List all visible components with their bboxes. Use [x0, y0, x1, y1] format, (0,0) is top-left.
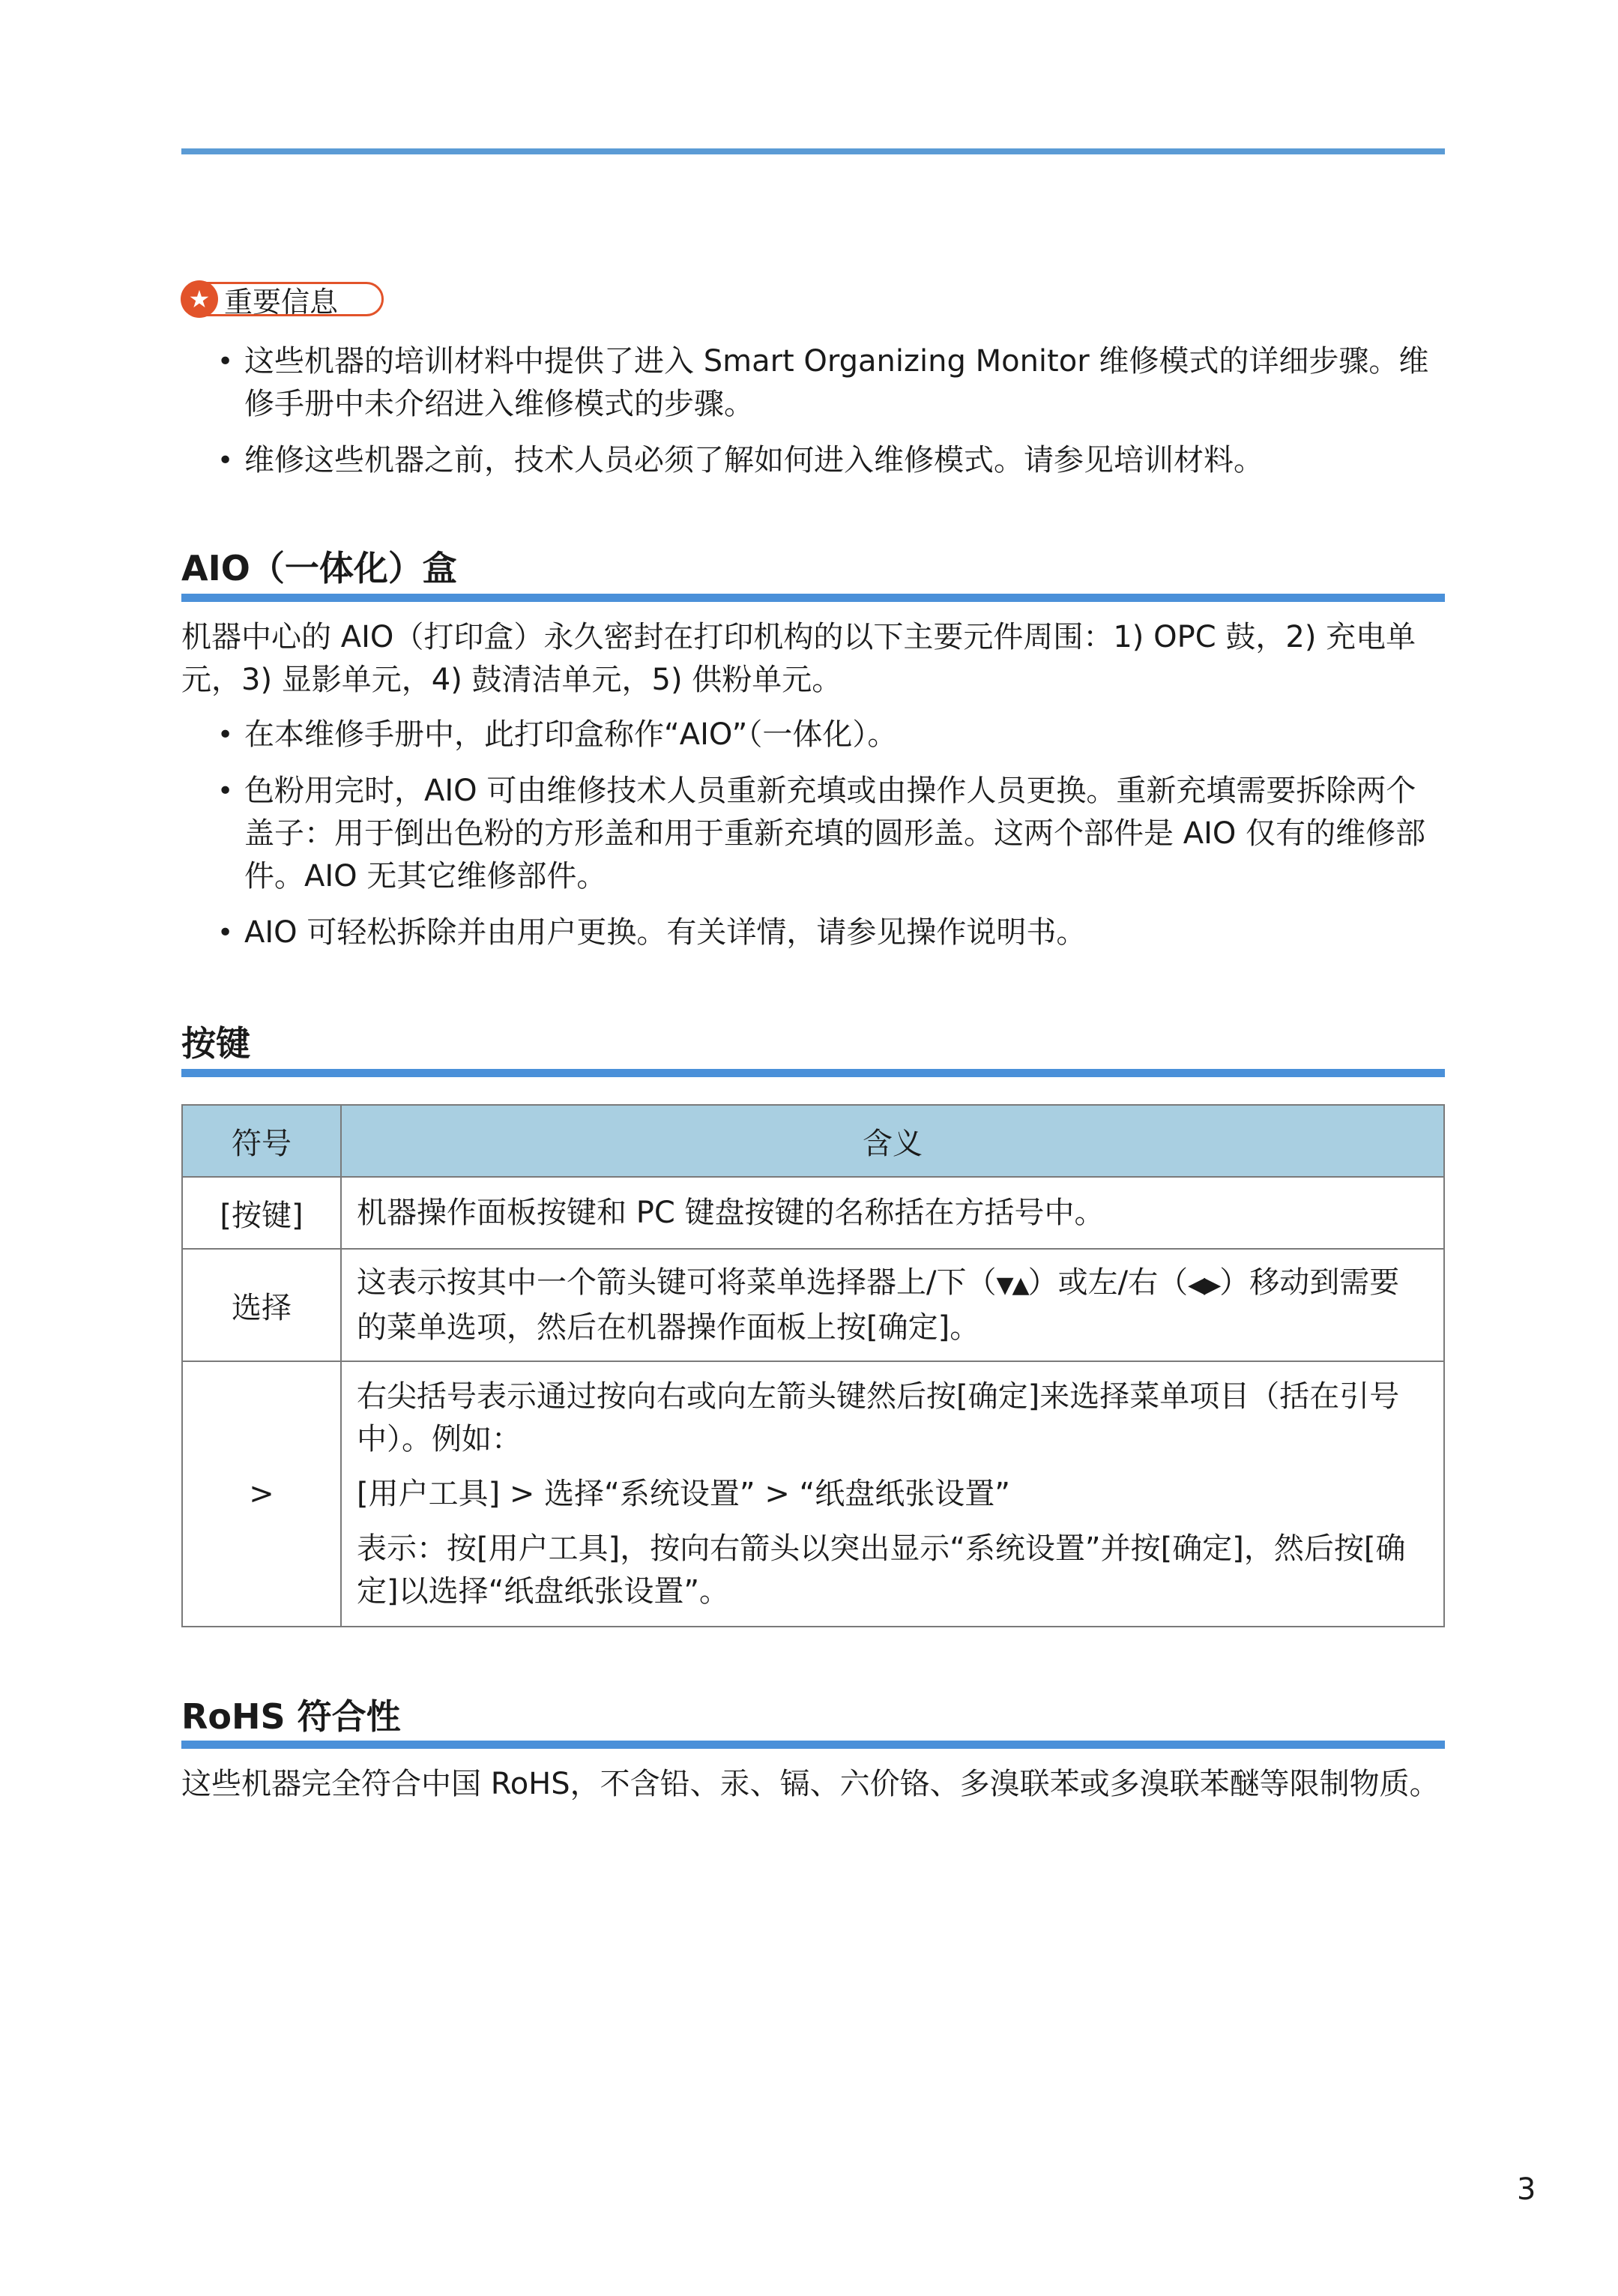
bullet-icon: • — [217, 445, 234, 476]
meaning-cell — [341, 1249, 1444, 1361]
section-title-keys: 按键 — [181, 1023, 250, 1064]
up-down-arrows-icon: ▼▲ — [996, 1271, 1028, 1298]
meaning-text: 机器操作面板按键和 PC 键盘按键的名称括在方括号中。 — [357, 1195, 1105, 1230]
section-rule — [181, 1741, 1445, 1749]
meaning-cell — [341, 1177, 1444, 1249]
list-item — [181, 340, 1445, 426]
bullet-icon: • — [217, 720, 234, 750]
important-label: 重要信息 — [224, 285, 339, 319]
meaning-text: [用户工具] > 选择“系统设置” > “纸盘纸张设置” — [357, 1476, 1010, 1511]
important-item-text: 维修这些机器之前，技术人员必须了解如何进入维修模式。请参见培训材料。 — [244, 443, 1264, 477]
aio-item-text: 色粉用完时，AIO 可由维修技术人员重新充填或由操作人员更换。重新充填需要拆除两个盖子：用于倒出色粉的方形盖和用于重新充填的圆形盖。这两个部件是 AIO 仅有的维修部件。AIO 无其它维修部件。 — [244, 774, 1426, 894]
meaning-text: 右尖括号表示通过按向右或向左箭头键然后按[确定]来选择菜单项目（括在引号中）。例如： — [357, 1378, 1400, 1456]
left-right-arrows-icon: ◀▶ — [1188, 1271, 1220, 1298]
list-item — [181, 714, 1445, 756]
symbol-cell: 选择 — [182, 1249, 341, 1361]
section-title-aio: AIO（一体化）盒 — [181, 548, 457, 588]
aio-intro: 机器中心的 AIO（打印盒）永久密封在打印机构的以下主要元件周围：1) OPC 鼓，2) 充电单元，3) 显影单元，4) 鼓清洁单元，5) 供粉单元。 — [181, 620, 1416, 697]
important-badge — [181, 282, 384, 319]
meaning-cell — [341, 1361, 1444, 1627]
meaning-text-part: 这表示按其中一个箭头键可将菜单选择器上/下（ — [357, 1265, 997, 1300]
list-item — [181, 770, 1445, 898]
important-item-text: 这些机器的培训材料中提供了进入 Smart Organizing Monitor 维修模式的详细步骤。维修手册中未介绍进入维修模式的步骤。 — [244, 344, 1429, 421]
meaning-text-part: ）或左/右（ — [1027, 1265, 1189, 1300]
symbol-cell: [按键] — [182, 1177, 341, 1249]
aio-list — [181, 714, 1445, 968]
table-row — [182, 1361, 1444, 1627]
rohs-text: 这些机器完全符合中国 RoHS，不含铅、汞、镉、六价铬、多溴联苯或多溴联苯醚等限制物质。 — [181, 1767, 1440, 1801]
page-number: 3 — [1517, 2172, 1536, 2207]
table-row — [182, 1249, 1444, 1361]
bullet-icon: • — [217, 776, 234, 807]
symbol-cell: > — [182, 1361, 341, 1627]
section-rule — [181, 594, 1445, 602]
table-row — [182, 1177, 1444, 1249]
section-title-rohs: RoHS 符合性 — [181, 1696, 401, 1737]
bullet-icon: • — [217, 346, 234, 377]
important-list — [181, 340, 1445, 495]
section-rule — [181, 1069, 1445, 1077]
keys-table — [181, 1104, 1445, 1627]
column-header-symbol: 符号 — [182, 1105, 341, 1177]
bullet-icon: • — [217, 918, 234, 948]
meaning-text-part: ）移动到需要的菜单选项，然后在机器操作面板上按[确定]。 — [357, 1265, 1400, 1345]
aio-item-text: AIO 可轻松拆除并由用户更换。有关详情，请参见操作说明书。 — [244, 915, 1087, 950]
aio-item-text: 在本维修手册中，此打印盒称作“AIO”（一体化）。 — [244, 717, 898, 752]
meaning-text: 表示：按[用户工具]，按向右箭头以突出显示“系统设置”并按[确定]，然后按[确定]以选择“纸盘纸张设置”。 — [357, 1531, 1406, 1609]
star-icon: ★ — [181, 280, 218, 318]
top-rule — [181, 148, 1445, 154]
list-item — [181, 439, 1445, 482]
meaning-text — [357, 1262, 1428, 1349]
table-header-row — [182, 1105, 1444, 1177]
column-header-meaning: 含义 — [341, 1105, 1444, 1177]
list-item — [181, 912, 1445, 954]
